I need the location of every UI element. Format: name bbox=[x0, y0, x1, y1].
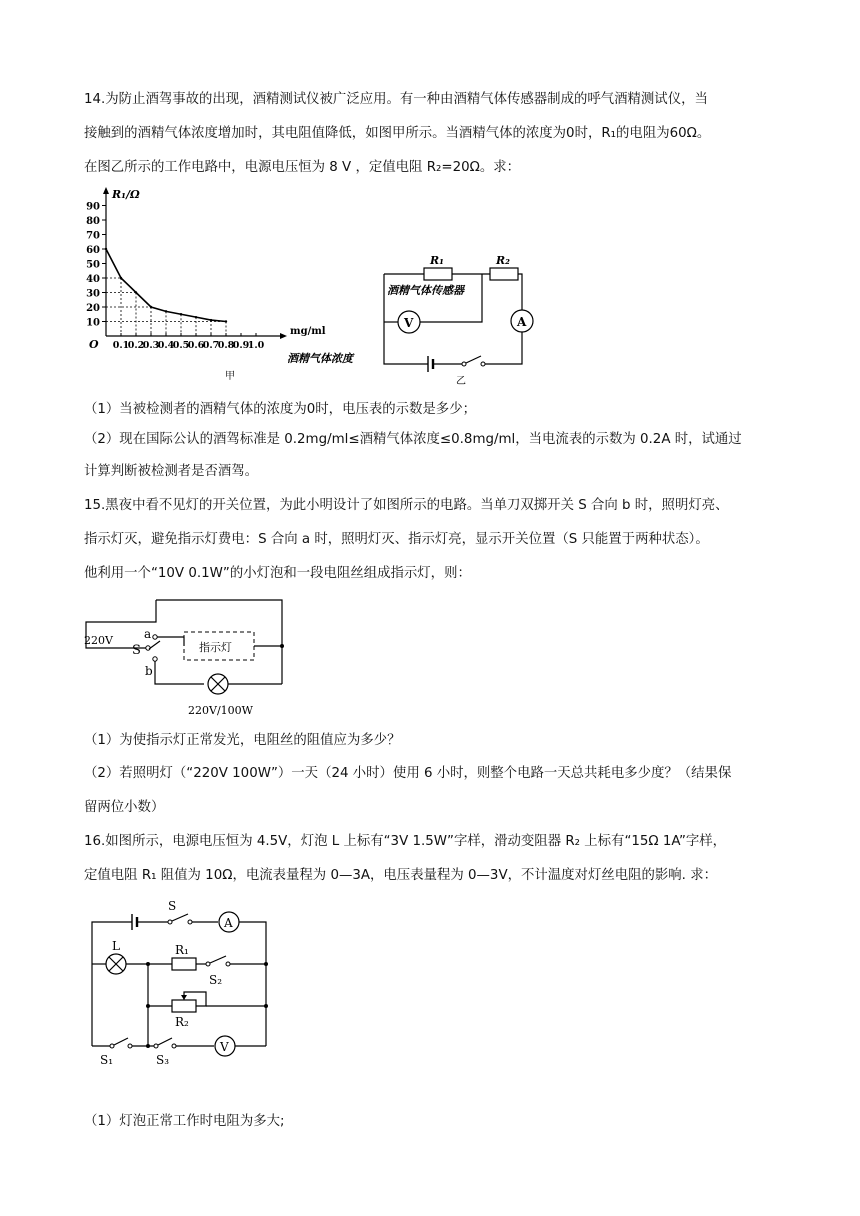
r2-label: R₂ bbox=[496, 254, 510, 267]
resistance-curve bbox=[106, 249, 226, 322]
s-label: S bbox=[168, 899, 177, 913]
origin-label: O bbox=[89, 338, 99, 351]
x-tick-label: 0.1 bbox=[112, 340, 130, 351]
fig15-circuit bbox=[82, 596, 292, 722]
x-tick-label: 0.6 bbox=[187, 340, 205, 351]
y-axis-label: R₁/Ω bbox=[112, 188, 140, 201]
r1-label: R₁ bbox=[175, 943, 189, 957]
y-tick-label: 70 bbox=[86, 230, 100, 242]
x-unit-label: mg/ml bbox=[290, 326, 326, 337]
q14-sub2a: （2）现在国际公认的酒驾标准是 0.2mg/ml≤酒精气体浓度≤0.8mg/ml，当电流表的示数为 0.2A 时，试通过 bbox=[84, 432, 742, 447]
y-tick-label: 60 bbox=[86, 245, 100, 256]
sensor-label: 酒精气体传感器 bbox=[387, 284, 464, 297]
r2-label: R₂ bbox=[175, 1015, 189, 1029]
indicator-label: 指示灯 bbox=[199, 641, 232, 654]
ammeter-label: A bbox=[517, 315, 527, 329]
q16-line1: 16.如图所示，电源电压恒为 4.5V，灯泡 L 上标有“3V 1.5W”字样，滑动变阻器 R₂ 上标有“15Ω 1A”字样， bbox=[84, 834, 727, 849]
voltage-label: 220V bbox=[84, 634, 113, 647]
x-tick-label: 1.0 bbox=[247, 340, 265, 351]
fig14-circuit bbox=[372, 246, 542, 386]
fig14-graph bbox=[82, 184, 353, 384]
x-tick-label: 0.2 bbox=[127, 340, 145, 351]
q15-line2: 指示灯灭，避免指示灯费电：S 合向 a 时，照明灯灭、指示灯亮，显示开关位置（S 只能置于两种状态）。 bbox=[84, 532, 709, 547]
fig16-circuit bbox=[84, 896, 274, 1068]
q16-sub1: （1）灯泡正常工作时电阻为多大; bbox=[84, 1114, 285, 1129]
q15-sub1: （1）为使指示灯正常发光，电阻丝的阻值应为多少？ bbox=[84, 733, 401, 748]
y-tick-label: 90 bbox=[86, 201, 100, 213]
s-label: S bbox=[132, 643, 141, 658]
s2-label: S₂ bbox=[209, 973, 223, 987]
q15-sub2a: （2）若照明灯（“220V 100W”）一天（24 小时）使用 6 小时，则整个电路一天总共耗电多少度？（结果保 bbox=[84, 766, 732, 781]
q15-sub2b: 留两位小数） bbox=[84, 800, 165, 815]
x-tick-label: 0.5 bbox=[172, 340, 190, 351]
x-tick-label: 0.8 bbox=[217, 340, 235, 351]
q15-line1: 15.黑夜中看不见灯的开关位置，为此小明设计了如图所示的电路。当单刀双掷开关 S 合向 b 时，照明灯亮、 bbox=[84, 498, 729, 513]
q14-line1: 14.为防止酒驾事故的出现，酒精测试仪被广泛应用。有一种由酒精气体传感器制成的呼气酒精测试仪，当 bbox=[84, 92, 708, 107]
b-label: b bbox=[145, 664, 153, 678]
q16-line2: 定值电阻 R₁ 阻值为 10Ω，电流表量程为 0—3A，电压表量程为 0—3V，不计温度对灯丝电阻的影响. 求： bbox=[84, 868, 717, 883]
y-tick-label: 30 bbox=[86, 288, 100, 300]
q14-line2: 接触到的酒精气体浓度增加时，其电阻值降低，如图甲所示。当酒精气体的浓度为0时，R₁的电阻为60Ω。 bbox=[84, 126, 711, 141]
caption-yi: 乙 bbox=[456, 376, 466, 387]
x-tick-label: 0.7 bbox=[202, 340, 220, 351]
x-tick-label: 0.4 bbox=[157, 340, 175, 351]
s3-label: S₃ bbox=[156, 1053, 170, 1067]
q15-line3: 他利用一个“10V 0.1W”的小灯泡和一段电阻丝组成指示灯，则： bbox=[84, 566, 471, 581]
q14-line3: 在图乙所示的工作电路中，电源电压恒为 8 V ，定值电阻 R₂=20Ω。求： bbox=[84, 160, 521, 175]
y-tick-label: 40 bbox=[86, 274, 100, 285]
ammeter-label: A bbox=[224, 916, 233, 930]
caption-jia: 甲 bbox=[225, 371, 235, 382]
q14-sub2b: 计算判断被检测者是否酒驾。 bbox=[84, 464, 259, 479]
a-label: a bbox=[144, 627, 152, 641]
y-tick-label: 10 bbox=[86, 317, 100, 329]
q14-sub1: （1）当被检测者的酒精气体的浓度为0时，电压表的示数是多少； bbox=[84, 402, 476, 417]
x-tick-label: 0.9 bbox=[232, 340, 250, 351]
x-axis-label: 酒精气体浓度 bbox=[287, 352, 353, 365]
lamp-rating: 220V/100W bbox=[188, 704, 253, 717]
r1-label: R₁ bbox=[430, 254, 444, 267]
y-tick-label: 50 bbox=[86, 259, 100, 271]
y-tick-label: 80 bbox=[86, 216, 100, 227]
voltmeter-label: V bbox=[220, 1040, 229, 1054]
s1-label: S₁ bbox=[100, 1053, 114, 1067]
y-tick-label: 20 bbox=[86, 303, 100, 314]
l-label: L bbox=[112, 939, 120, 953]
x-tick-label: 0.3 bbox=[142, 340, 160, 351]
voltmeter-label: V bbox=[404, 316, 414, 330]
